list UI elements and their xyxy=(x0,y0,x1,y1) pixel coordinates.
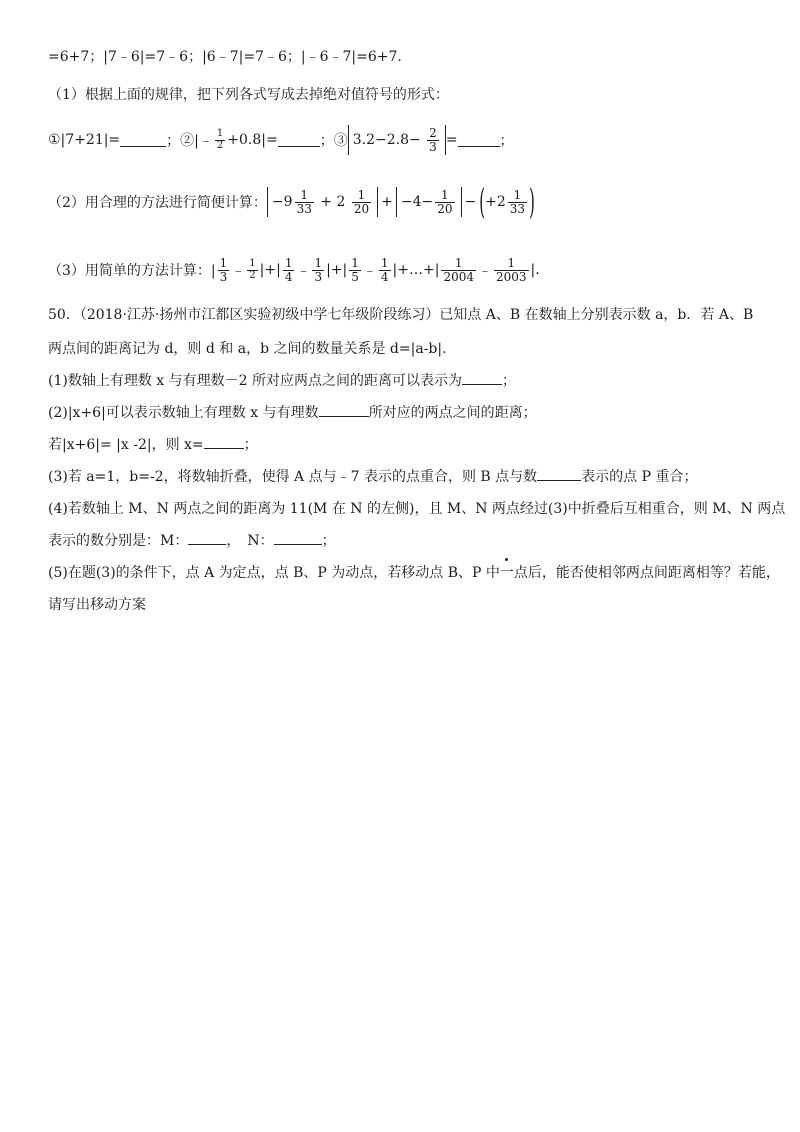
q2-term1-den: 33 xyxy=(296,201,312,216)
p50-sub2b xyxy=(48,434,258,454)
p50-sub5a xyxy=(48,562,780,582)
p50-s3-end: 表示的点 P 重合； xyxy=(581,469,698,485)
q1-item2-frac-den: 2 xyxy=(216,139,224,151)
q3-minus-3: ﹣ xyxy=(362,263,377,279)
q3-f5-den: 5 xyxy=(351,269,359,284)
p50-s4b-n-blank[interactable] xyxy=(274,532,322,545)
q3-f7-den: 2004 xyxy=(443,269,474,284)
q2-plus-b: + xyxy=(381,194,393,210)
q3-frac-7 xyxy=(441,257,476,283)
p50-s4b-m-label: 表示的数分别是：M： xyxy=(48,533,189,549)
q3-end: |. xyxy=(530,262,540,278)
p50-s2b-end: ； xyxy=(243,437,258,453)
q2-term1-whole: −9 xyxy=(271,194,293,210)
q1-sep2: ；③ xyxy=(319,133,348,149)
p50-s4b-m-blank[interactable] xyxy=(188,532,226,545)
p50-s2a-blank[interactable] xyxy=(319,404,369,417)
q2-term4-whole: +2 xyxy=(485,194,506,210)
q2-term4-den: 33 xyxy=(509,201,526,216)
q2-plus-a: + 2 xyxy=(320,194,346,210)
p50-s1-text: (1)数轴上有理数 x 与有理数－2 所对应两点之间的距离可以表示为 xyxy=(48,373,462,389)
q2-abs-2 xyxy=(396,187,462,217)
p50-s1-end: ； xyxy=(501,373,516,389)
q3-join-1: |+| xyxy=(259,262,281,278)
p50-s1-blank[interactable] xyxy=(462,372,502,385)
q2-term1 xyxy=(272,189,316,215)
q1-intro: （1）根据上面的规律，把下列各式写成去掉绝对值符号的形式： xyxy=(48,87,449,103)
q3-f4-den: 3 xyxy=(314,269,323,284)
q3-label: （3）用简单的方法计算：| xyxy=(48,263,216,279)
q3-f1-num: 1 xyxy=(219,255,228,270)
q2-line xyxy=(48,180,535,224)
q3-frac-5 xyxy=(349,257,361,283)
q3-frac-1 xyxy=(218,257,230,283)
p50-s2a-text: (2)|x+6|可以表示数轴上有理数 x 与有理数 xyxy=(48,405,319,421)
p50-line1: 50．（2018·江苏·扬州市江都区实验初级中学七年级阶段练习）已知点 A、B 在数轴上分别表示数 a，b．若 A、B xyxy=(48,307,754,323)
p50-sub4a: (4)若数轴上 M、N 两点之间的距离为 11(M 在 N 的左侧)，且 M、N 两点经过(3)中折叠后互相重合，则 M、N 两点 xyxy=(48,501,786,517)
q3-f2-num: 1 xyxy=(249,258,256,269)
q3-f6-den: 4 xyxy=(380,269,389,284)
q2-term1-num: 1 xyxy=(300,187,309,202)
q2-minus: − xyxy=(464,194,477,210)
q1-item3-fraction xyxy=(427,127,439,153)
q1-item2-tail: +0.8|= xyxy=(227,132,278,148)
p50-sub1 xyxy=(48,370,516,390)
p50-s5a-dotted-char: 一 xyxy=(500,562,514,582)
q1-end: ； xyxy=(499,133,514,149)
p50-s3-text: (3)若 a=1，b=-2，将数轴折叠，使得 A 点与﹣7 表示的点重合，则 B 点与数 xyxy=(48,469,538,485)
q3-f8-den: 2003 xyxy=(496,269,527,284)
p50-s2b-text: 若|x+6|= |x -2|，则 x= xyxy=(48,437,204,453)
q3-frac-4 xyxy=(312,257,324,283)
q1-item1-expr: ①|7+21|= xyxy=(48,132,121,148)
q2-label: （2）用合理的方法进行简便计算： xyxy=(48,195,267,211)
q1-item3-abs xyxy=(348,125,446,155)
q1-item3-blank[interactable] xyxy=(458,134,500,147)
q1-item3-tail: = xyxy=(445,132,458,148)
q2-term3-frac xyxy=(435,189,454,215)
q2-term4-num: 1 xyxy=(513,187,522,202)
q3-frac-2 xyxy=(247,259,257,281)
q1-item2-frac-num: 1 xyxy=(216,128,224,139)
q1-item2-fraction xyxy=(215,129,225,151)
q1-sep1: ；②| xyxy=(166,133,199,149)
q2-open-paren: ( xyxy=(479,181,486,223)
p50-sub3 xyxy=(48,466,697,486)
q3-f4-num: 1 xyxy=(314,255,323,270)
p50-sub5b: 请写出移动方案 xyxy=(48,597,146,613)
p50-sub2a xyxy=(48,402,537,422)
q3-f7-num: 1 xyxy=(454,255,463,270)
q3-join-3: |+…+| xyxy=(392,262,440,278)
p50-s3-blank[interactable] xyxy=(537,468,581,481)
p50-s5a-pre: (5)在题(3)的条件下，点 A 为定点，点 B、P 为动点，若移动点 B、P 中 xyxy=(48,565,500,581)
q1-items xyxy=(48,120,514,160)
q1-item2-minus: ﹣ xyxy=(198,133,213,149)
q1-item1-blank[interactable] xyxy=(120,134,166,147)
q3-f3-num: 1 xyxy=(284,255,293,270)
q3-frac-8 xyxy=(494,257,529,283)
q3-frac-6 xyxy=(379,257,391,283)
p50-line2: 两点间的距离记为 d，则 d 和 a，b 之间的数量关系是 d=|a-b|. xyxy=(48,341,447,357)
p50-s4b-end: ； xyxy=(321,533,336,549)
q2-term2-den: 20 xyxy=(353,201,370,216)
q2-term2-num: 1 xyxy=(357,187,366,202)
q3-f3-den: 4 xyxy=(284,269,293,284)
q3-join-2: |+| xyxy=(326,262,348,278)
q3-f5-num: 1 xyxy=(351,255,359,270)
p50-s5a-post: 点后，能否使相邻两点间距离相等？若能， xyxy=(513,565,780,581)
q3-minus-4: ﹣ xyxy=(478,263,492,279)
p50-s2b-blank[interactable] xyxy=(204,436,244,449)
p50-s4b-n-label: ， N： xyxy=(226,533,274,549)
q3-f8-num: 1 xyxy=(507,255,516,270)
q2-term3-den: 20 xyxy=(437,201,453,216)
q1-item3-frac-den: 3 xyxy=(429,139,437,154)
q2-term2-frac xyxy=(352,189,371,215)
q3-frac-3 xyxy=(283,257,295,283)
q1-item3-frac-num: 2 xyxy=(429,125,437,140)
q3-minus-2: ﹣ xyxy=(296,263,311,279)
q2-term1-frac xyxy=(295,189,314,215)
q2-term4-frac xyxy=(508,189,527,215)
q3-minus-1: ﹣ xyxy=(231,263,246,279)
q2-abs-1 xyxy=(267,187,378,217)
q3-f2-den: 2 xyxy=(249,269,256,281)
q2-term3-num: 1 xyxy=(441,187,449,202)
q3-f1-den: 3 xyxy=(219,269,228,284)
p50-sub4b xyxy=(48,530,336,550)
p50-s2a-end: 所对应的两点之间的距离； xyxy=(368,405,537,421)
q2-term3-whole: −4− xyxy=(400,194,434,210)
q1-item2-blank[interactable] xyxy=(278,134,320,147)
q2-close-paren: ) xyxy=(529,181,535,223)
q3-f6-num: 1 xyxy=(380,255,389,270)
q3-line xyxy=(48,250,540,290)
top-line: =6+7；|7﹣6|=7﹣6；|6﹣7|=7﹣6；|﹣6﹣7|=6+7. xyxy=(48,49,402,65)
q1-item3-expr: 3.2−2.8− xyxy=(352,132,421,148)
